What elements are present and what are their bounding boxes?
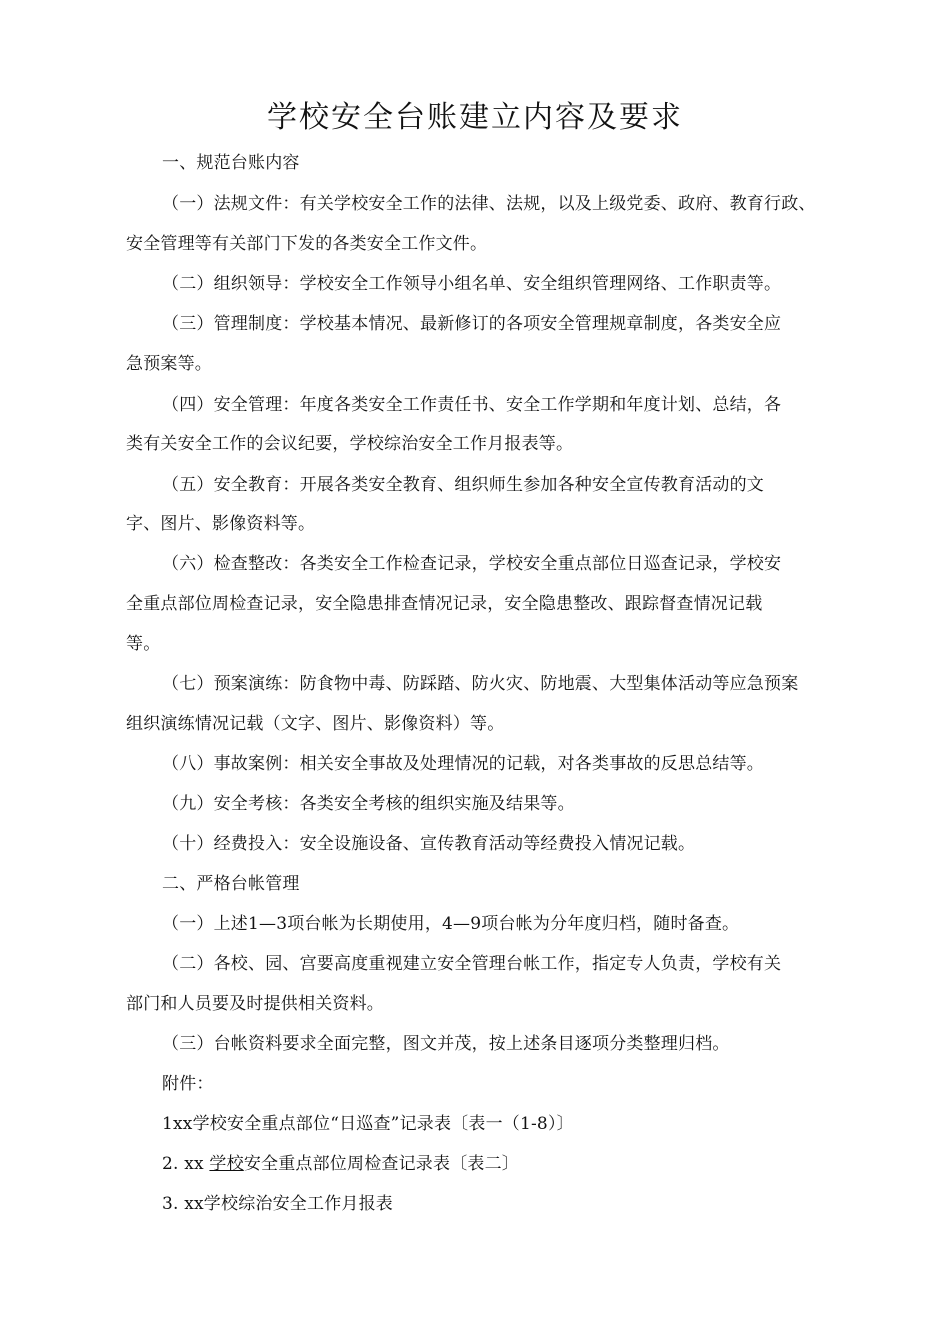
paragraph-line: （八）事故案例：相关安全事故及处理情况的记载，对各类事故的反思总结等。: [162, 754, 764, 774]
paragraph-line: 字、图片、影像资料等。: [126, 514, 316, 534]
attachments-label: 附件：: [162, 1074, 214, 1094]
paragraph-line: 安全管理等有关部门下发的各类安全工作文件。: [126, 234, 488, 254]
paragraph-line: （一）上述1—3项台帐为长期使用，4—9项台帐为分年度归档，随时备查。: [162, 914, 740, 934]
underlined-text: 学校: [209, 1154, 244, 1174]
paragraph-line: （一）法规文件：有关学校安全工作的法律、法规，以及上级党委、政府、教育行政、: [162, 194, 816, 214]
paragraph-line: （九）安全考核：各类安全考核的组织实施及结果等。: [162, 794, 575, 814]
paragraph-line: （三）台帐资料要求全面完整，图文并茂，按上述条目逐项分类整理归档。: [162, 1034, 730, 1054]
document-title: 学校安全台账建立内容及要求: [267, 100, 683, 135]
section-heading: 二、严格台帐管理: [162, 874, 300, 894]
section-heading: 一、规范台账内容: [162, 153, 300, 173]
attachment-item: 1xx学校安全重点部位“日巡查”记录表〔表一（1-8）〕: [162, 1114, 574, 1134]
paragraph-line: （二）组织领导：学校安全工作领导小组名单、安全组织管理网络、工作职责等。: [162, 274, 782, 294]
attachment-item: 3. xx学校综治安全工作月报表: [162, 1194, 393, 1214]
paragraph-line: 等。: [126, 634, 161, 654]
paragraph-line: 部门和人员要及时提供相关资料。: [126, 994, 384, 1014]
paragraph-line: 全重点部位周检查记录，安全隐患排查情况记录，安全隐患整改、跟踪督查情况记载: [126, 594, 763, 614]
paragraph-line: 类有关安全工作的会议纪要，学校综治安全工作月报表等。: [126, 434, 574, 454]
paragraph-line: （四）安全管理：年度各类安全工作责任书、安全工作学期和年度计划、总结，各: [162, 395, 782, 415]
attachment-text: 安全重点部位周检查记录表〔表二〕: [243, 1154, 520, 1174]
paragraph-line: （五）安全教育：开展各类安全教育、组织师生参加各种安全宣传教育活动的文: [162, 475, 764, 495]
paragraph-line: （三）管理制度：学校基本情况、最新修订的各项安全管理规章制度，各类安全应: [162, 314, 782, 334]
paragraph-line: 急预案等。: [126, 354, 212, 374]
paragraph-line: 组织演练情况记载（文字、图片、影像资料）等。: [126, 714, 505, 734]
paragraph-line: （七）预案演练：防食物中毒、防踩踏、防火灾、防地震、大型集体活动等应急预案: [162, 674, 799, 694]
attachment-item: [162, 1151, 519, 1177]
paragraph-line: （六）检查整改：各类安全工作检查记录，学校安全重点部位日巡查记录，学校安: [162, 554, 782, 574]
paragraph-line: （二）各校、园、宫要高度重视建立安全管理台帐工作，指定专人负责，学校有关: [162, 954, 782, 974]
attachment-number: 2. xx: [162, 1154, 210, 1174]
paragraph-line: （十）经费投入：安全设施设备、宣传教育活动等经费投入情况记载。: [162, 834, 696, 854]
